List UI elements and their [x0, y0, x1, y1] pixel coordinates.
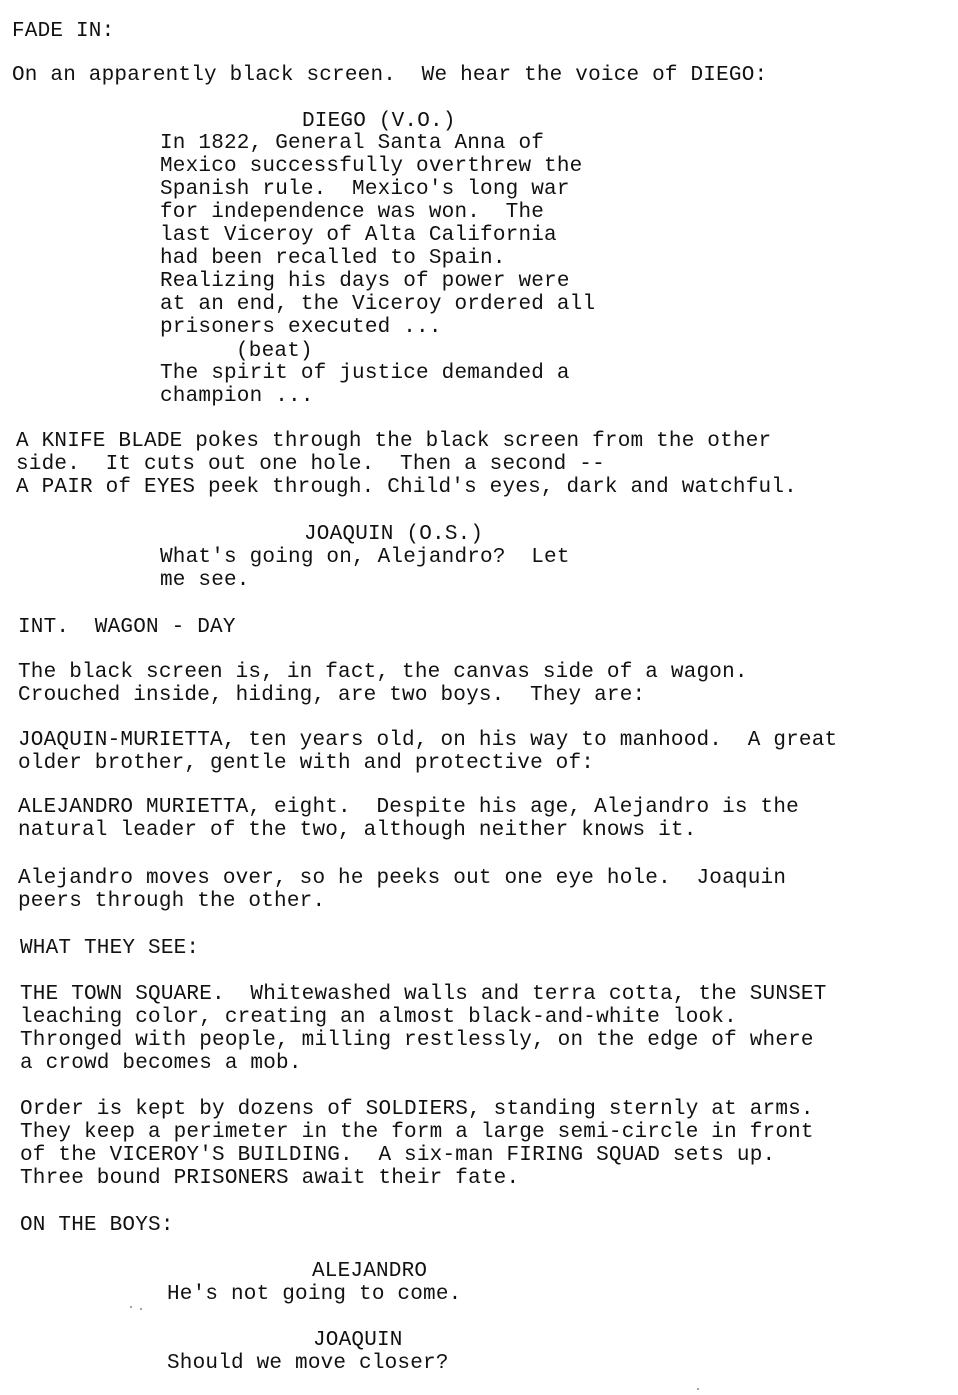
character-cue-diego: DIEGO (V.O.) [302, 110, 456, 133]
shot-what-they-see: WHAT THEY SEE: [20, 937, 200, 960]
character-cue-alejandro: ALEJANDRO [312, 1260, 428, 1283]
action-town-square: THE TOWN SQUARE. Whitewashed walls and terra cotta, the SUNSET leaching color, creating an almost black-and-white look. Thronged with people, milling restlessly, on the edge of where a crowd becomes a mob. [20, 983, 827, 1075]
action-wagon: The black screen is, in fact, the canvas side of a wagon. Crouched inside, hiding, are two boys. They are: [18, 661, 748, 707]
character-cue-joaquin-os: JOAQUIN (O.S.) [304, 523, 484, 546]
dialogue-joaquin-os: What's going on, Alejandro? Let me see. [160, 546, 570, 592]
action-soldiers: Order is kept by dozens of SOLDIERS, standing sternly at arms. They keep a perimeter in the form a large semi-circle in front of the VICEROY'S BUILDING. A six-man FIRING SQUAD sets up. Three bound PRISONERS await their fate. [20, 1098, 814, 1190]
dialogue-alejandro: He's not going to come. [167, 1283, 462, 1306]
action-eyehole: Alejandro moves over, so he peeks out one eye hole. Joaquin peers through the other. [18, 867, 787, 913]
scan-speck [697, 1388, 699, 1390]
scan-speck [140, 1308, 142, 1310]
transition-fade-in: FADE IN: [12, 20, 115, 43]
action-knife-blade: A KNIFE BLADE pokes through the black screen from the other side. It cuts out one hole. Then a second -- A PAIR of EYES peek through. Child's eyes, dark and watchful. [16, 430, 797, 499]
action-opening: On an apparently black screen. We hear the voice of DIEGO: [12, 64, 768, 87]
character-cue-joaquin: JOAQUIN [313, 1329, 403, 1352]
shot-on-the-boys: ON THE BOYS: [20, 1214, 174, 1237]
scene-heading: INT. WAGON - DAY [18, 616, 236, 639]
dialogue-diego-1: In 1822, General Santa Anna of Mexico successfully overthrew the Spanish rule. Mexico's long war for independence was won. The last Viceroy of Alta California had been recalled to Spain. Realizing his days of power were at an end, the Viceroy ordered all prisoners executed ... [160, 132, 596, 339]
parenthetical-beat: (beat) [236, 340, 313, 363]
action-alejandro-intro: ALEJANDRO MURIETTA, eight. Despite his age, Alejandro is the natural leader of the two, although neither knows it. [18, 796, 799, 842]
dialogue-joaquin: Should we move closer? [167, 1352, 449, 1375]
action-joaquin-intro: JOAQUIN-MURIETTA, ten years old, on his way to manhood. A great older brother, gentle with and protective of: [18, 729, 838, 775]
scan-speck [130, 1306, 132, 1308]
dialogue-diego-2: The spirit of justice demanded a champion ... [160, 362, 570, 408]
